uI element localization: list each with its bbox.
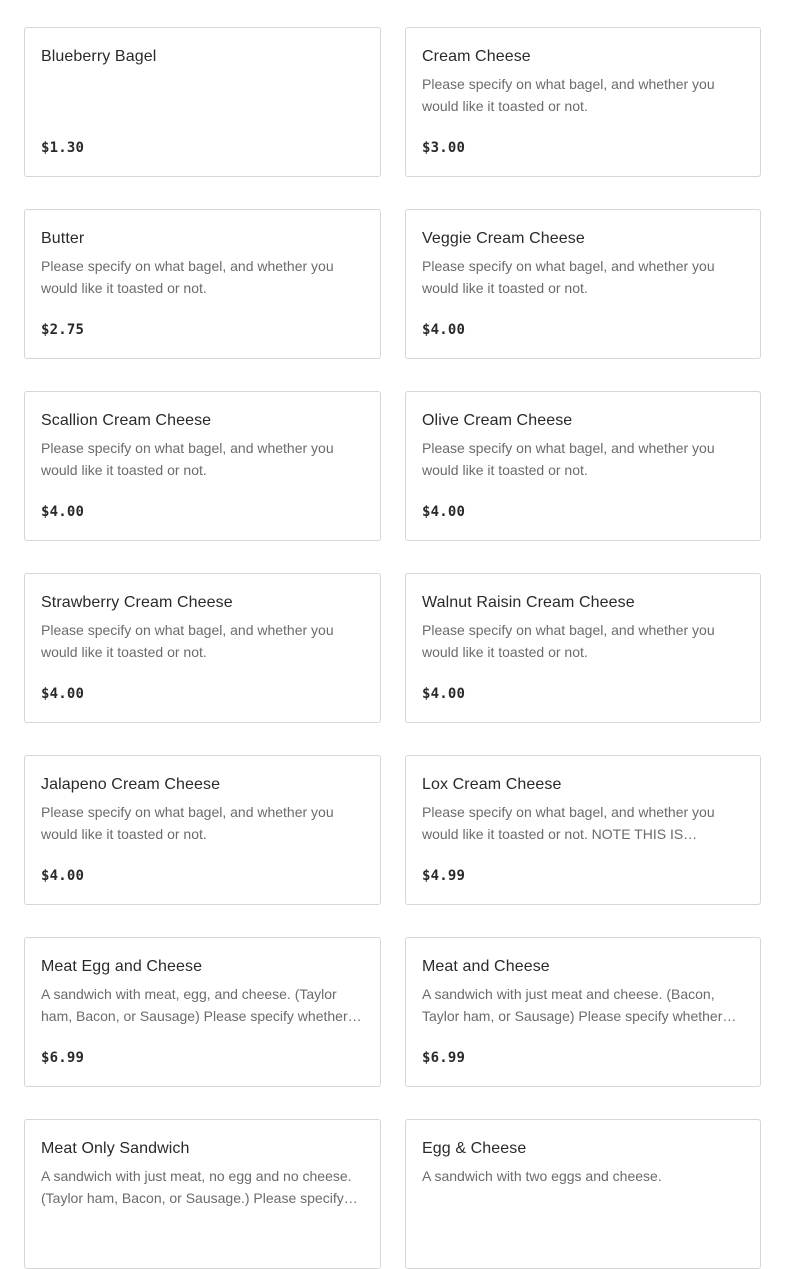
item-name: Blueberry Bagel [41,48,157,65]
menu-item-blueberry-bagel[interactable] [24,27,381,177]
item-description: Please specify on what bagel, and whether you would like it toasted or not. NOTE THIS IS… [422,804,715,842]
item-description: A sandwich with just meat, no egg and no cheese. (Taylor ham, Bacon, or Sausage.) Please specify… [41,1168,358,1206]
menu-item-meat-only-sandwich[interactable] [24,1119,381,1269]
item-description: Please specify on what bagel, and whether you would like it toasted or not. [41,258,334,296]
item-description: Please specify on what bagel, and whether you would like it toasted or not. [41,622,334,660]
item-description: Please specify on what bagel, and whether you would like it toasted or not. [422,440,715,478]
item-name: Butter [41,230,85,247]
menu-item-scallion-cream-cheese[interactable] [24,391,381,541]
item-price: $6.99 [422,1050,466,1066]
item-name: Egg & Cheese [422,1140,527,1157]
item-description: Please specify on what bagel, and whether you would like it toasted or not. [41,440,334,478]
menu-item-olive-cream-cheese[interactable] [405,391,761,541]
item-name: Meat and Cheese [422,958,550,975]
item-name: Scallion Cream Cheese [41,412,212,429]
item-name: Jalapeno Cream Cheese [41,776,221,793]
item-price: $4.00 [422,686,466,702]
menu-item-veggie-cream-cheese[interactable] [405,209,761,359]
item-description: Please specify on what bagel, and whether you would like it toasted or not. [422,622,715,660]
item-description: A sandwich with meat, egg, and cheese. (Taylor ham, Bacon, or Sausage) Please specify whether… [41,986,362,1024]
menu-item-strawberry-cream-cheese[interactable] [24,573,381,723]
item-price: $4.00 [41,686,85,702]
item-name: Olive Cream Cheese [422,412,573,429]
item-name: Walnut Raisin Cream Cheese [422,594,635,611]
item-description: A sandwich with just meat and cheese. (Bacon, Taylor ham, or Sausage) Please specify whether… [422,986,737,1024]
item-price: $4.00 [422,504,466,520]
menu-item-egg-and-cheese[interactable] [405,1119,761,1269]
item-description: A sandwich with two eggs and cheese. [422,1168,662,1184]
item-description: Please specify on what bagel, and whether you would like it toasted or not. [41,804,334,842]
menu-item-butter[interactable] [24,209,381,359]
item-name: Cream Cheese [422,48,531,65]
item-name: Veggie Cream Cheese [422,230,585,247]
item-description: Please specify on what bagel, and whether you would like it toasted or not. [422,258,715,296]
item-price: $6.99 [41,1050,85,1066]
menu-item-meat-egg-and-cheese[interactable] [24,937,381,1087]
item-price: $1.30 [41,140,85,156]
item-price: $3.00 [422,140,466,156]
item-name: Meat Only Sandwich [41,1140,190,1157]
menu-item-meat-and-cheese[interactable] [405,937,761,1087]
item-price: $4.00 [41,868,85,884]
menu-item-lox-cream-cheese[interactable] [405,755,761,905]
item-price: $4.00 [41,504,85,520]
item-name: Meat Egg and Cheese [41,958,203,975]
item-price: $4.00 [422,322,466,338]
menu-item-jalapeno-cream-cheese[interactable] [24,755,381,905]
menu-item-cream-cheese[interactable] [405,27,761,177]
item-description: Please specify on what bagel, and whether you would like it toasted or not. [422,76,715,114]
item-name: Strawberry Cream Cheese [41,594,233,611]
item-price: $4.99 [422,868,466,884]
menu-items-grid [24,0,761,1269]
menu-item-walnut-raisin-cream-cheese[interactable] [405,573,761,723]
item-price: $2.75 [41,322,85,338]
item-name: Lox Cream Cheese [422,776,562,793]
